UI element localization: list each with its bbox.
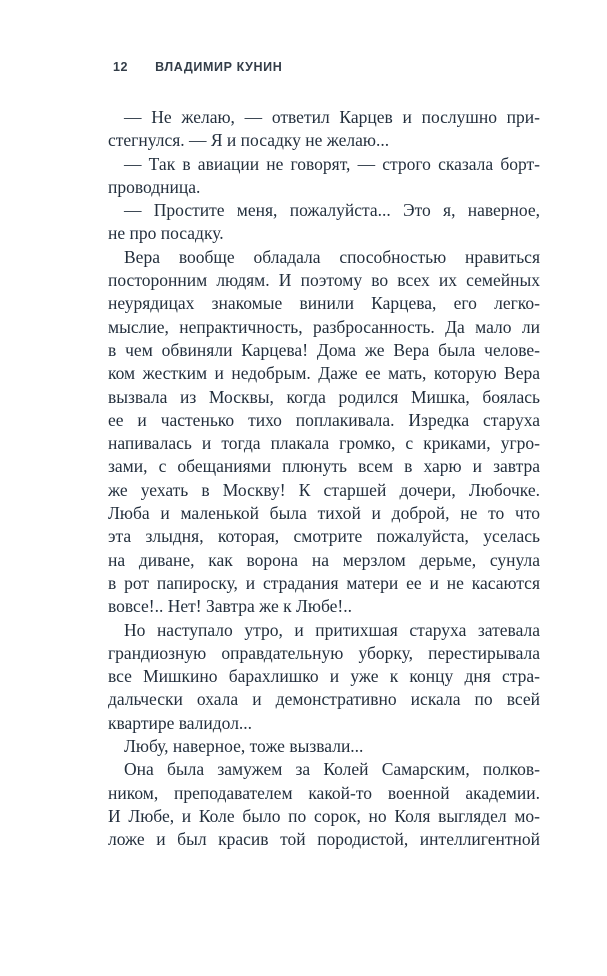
text-line: — Так в авиации не говорят, — строго сказала борт- xyxy=(124,153,540,174)
paragraph xyxy=(108,758,540,851)
paragraph xyxy=(108,246,540,619)
text-line: в рот папироску, и страдания матери ее и не касаются xyxy=(108,572,540,593)
paragraph xyxy=(108,619,540,735)
text-line: стегнулся. — Я и посадку не желаю... xyxy=(108,130,390,151)
text-line: Вера вообще обладала способностью нравиться xyxy=(124,246,540,267)
running-title: ВЛАДИМИР КУНИН xyxy=(155,60,283,74)
text-block xyxy=(108,106,540,852)
text-line: дальчески охала и демонстративно искала по всей xyxy=(108,689,540,710)
text-line: же уехать в Москву! К старшей дочери, Любочке. xyxy=(108,479,540,500)
paragraph xyxy=(108,106,540,153)
text-line: ком жестким и недобрым. Даже ее мать, которую Вера xyxy=(108,363,540,384)
page-number: 12 xyxy=(113,60,129,74)
text-line: Любу, наверное, тоже вызвали... xyxy=(124,736,364,757)
text-line: напивалась и тогда плакала громко, с криками, угро- xyxy=(108,433,540,454)
text-line: Но наступало утро, и притихшая старуха затевала xyxy=(124,619,540,640)
text-line: проводница. xyxy=(108,176,201,197)
text-line: ложе и был красив той породистой, интеллигентной xyxy=(108,829,540,850)
text-line: посторонним людям. И поэтому во всех их семейных xyxy=(108,270,540,291)
text-line: эта злыдня, которая, смотрите пожалуйста, уселась xyxy=(108,526,540,547)
text-line: ником, преподавателем какой-то военной академии. xyxy=(108,782,540,803)
text-line: ее и частенько тихо поплакивала. Изредка старуха xyxy=(108,409,540,430)
text-line: Она была замужем за Колей Самарским, полков- xyxy=(124,759,540,780)
text-line: на диване, как ворона на мерзлом дерьме, сунула xyxy=(108,549,540,570)
text-line: грандиозную оправдательную уборку, перестирывала xyxy=(108,642,540,663)
text-line: неурядицах знакомые винили Карцева, его легко- xyxy=(108,293,540,314)
text-line: зами, с обещаниями плюнуть всем в харю и завтра xyxy=(108,456,540,477)
text-line: — Не желаю, — ответил Карцев и послушно при- xyxy=(124,107,540,127)
text-line: квартире валидол... xyxy=(108,712,253,733)
text-line: все Мишкино барахлишко и уже к концу дня стра- xyxy=(108,666,540,687)
paragraph xyxy=(108,735,540,758)
paragraph xyxy=(108,153,540,200)
text-line: в чем обвиняли Карцева! Дома же Вера была челове- xyxy=(108,339,540,360)
text-line: И Любе, и Коле было по сорок, но Коля выглядел мо- xyxy=(108,805,540,826)
running-head xyxy=(113,60,282,74)
text-line: вовсе!.. Нет! Завтра же к Любе!.. xyxy=(108,596,352,617)
paragraph xyxy=(108,199,540,246)
text-line: Люба и маленькой была тихой и доброй, не то что xyxy=(108,503,540,524)
text-line: вызвала из Москвы, когда родился Мишка, боялась xyxy=(108,386,540,407)
text-line: не про посадку. xyxy=(108,223,224,244)
text-line: мыслие, непрактичность, разбросанность. Да мало ли xyxy=(108,316,540,337)
text-line: — Простите меня, пожалуйста... Это я, наверное, xyxy=(124,200,540,221)
